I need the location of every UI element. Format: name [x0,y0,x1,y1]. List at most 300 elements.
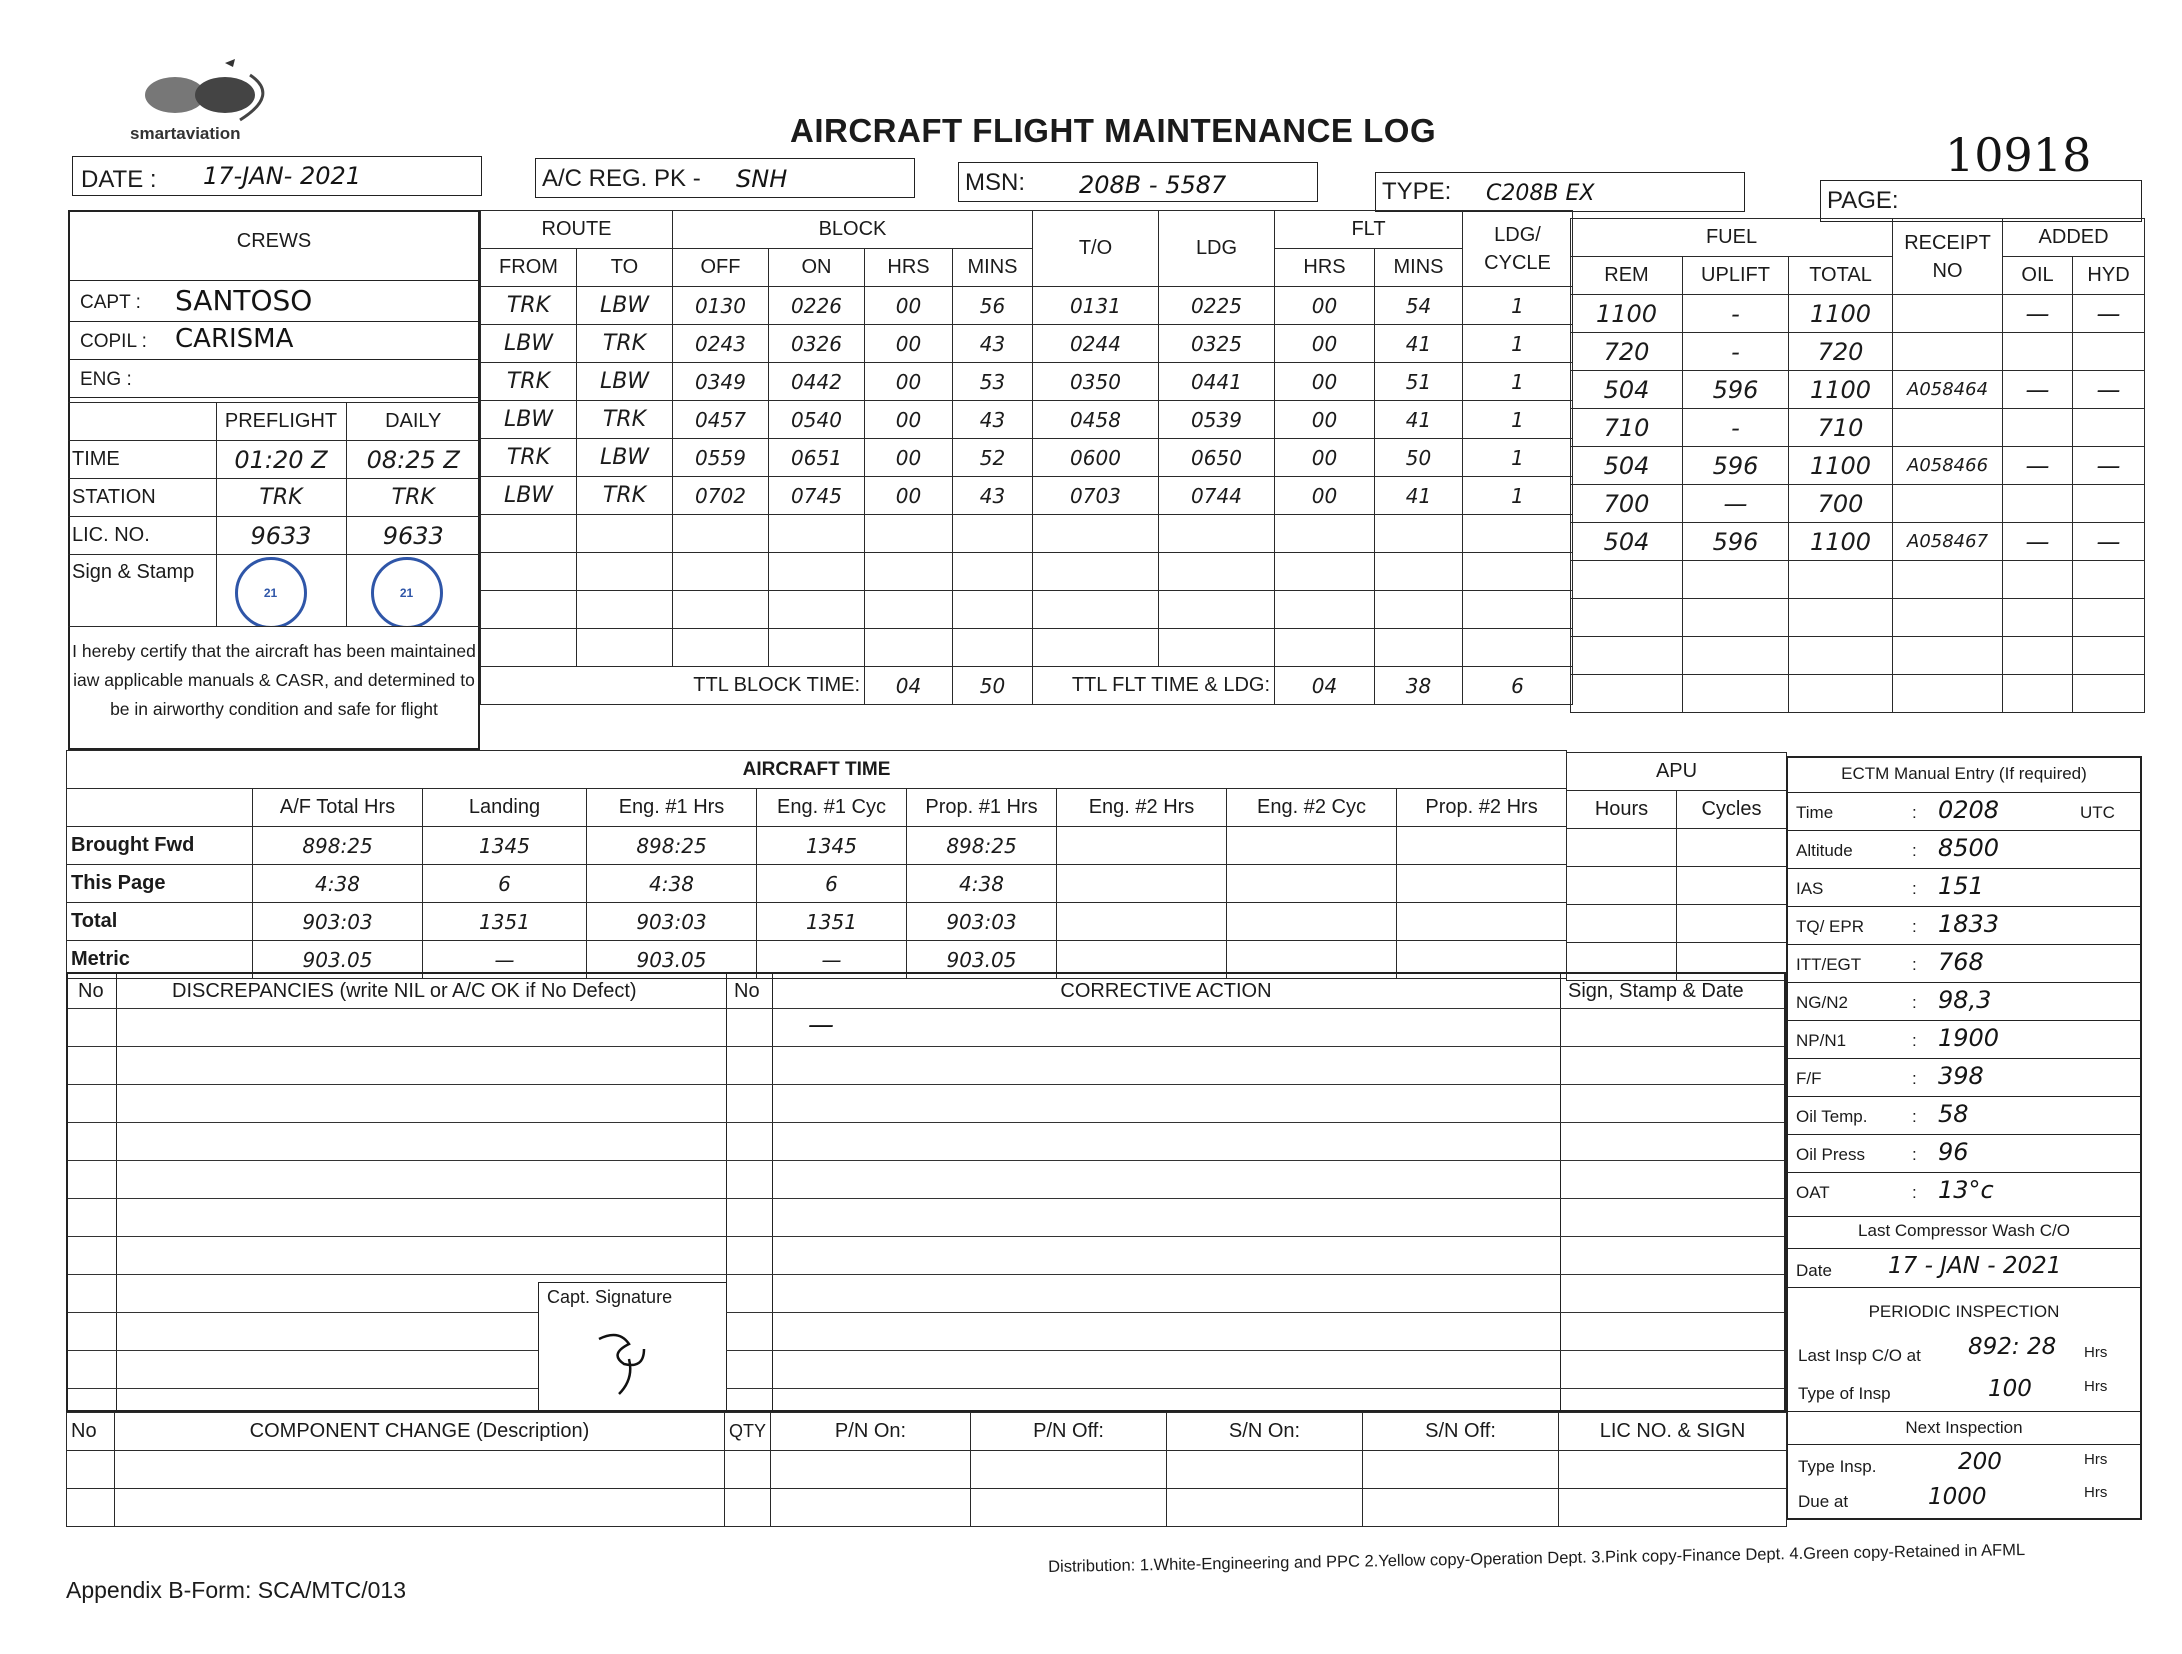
fuel-cell-total: 1100 [1789,371,1893,409]
ectm-label: ITT/EGT [1796,955,1862,974]
to-header: T/O [1033,211,1159,287]
copil-value: CARISMA [175,324,294,354]
page-field [1820,180,2142,222]
fuel-cell-rem: 700 [1571,485,1683,523]
flight-cell-ldg: 0325 [1159,325,1275,363]
flight-row [481,553,1573,591]
flight-cell-to-time: 0600 [1033,439,1159,477]
aircraft-time-value: 4:38 [253,865,423,903]
last-insp-row [1788,1332,2140,1372]
ectm-row [1788,982,2140,1020]
fuel-cell-receipt [1893,485,2003,523]
flight-cell-off: 0130 [673,287,769,325]
fuel-cell-uplift: 596 [1683,371,1789,409]
fuel-cell-hyd [2073,637,2145,675]
flight-cell-from: TRK [481,439,577,477]
ectm-colon: : [1912,917,1917,936]
ectm-label: F/F [1796,1069,1822,1088]
fuel-row [1571,409,2145,447]
fuel-cell-rem: 710 [1571,409,1683,447]
flight-cell-to [577,553,673,591]
corrective-entry: — [808,1010,834,1040]
flight-cell-off [673,553,769,591]
fuel-cell-oil [2003,333,2073,371]
apu-heading: APU [1567,753,1787,791]
fuel-cell-receipt [1893,561,2003,599]
page-title: AIRCRAFT FLIGHT MAINTENANCE LOG [790,112,1437,149]
last-insp-value: 892: 28 [1968,1334,2057,1360]
ttl-flt-hrs: 04 [1275,667,1375,705]
comp-no-header: No [67,1413,115,1451]
aircraft-time-col-header: Prop. #1 Hrs [907,789,1057,827]
fuel-cell-hyd [2073,599,2145,637]
flight-cell-mins: 52 [953,439,1033,477]
aircraft-time-value [1057,827,1227,865]
apu-cycles: Cycles [1677,791,1787,829]
flight-table [480,210,1573,705]
comp-desc-header: COMPONENT CHANGE (Description) [115,1413,725,1451]
fuel-cell-oil [2003,637,2073,675]
aircraft-time-value [1057,903,1227,941]
ectm-colon: : [1912,955,1917,974]
ttl-block-label: TTL BLOCK TIME: [481,667,865,705]
ectm-label: Oil Temp. [1796,1107,1868,1126]
flight-cell-mins [953,629,1033,667]
fuel-cell-oil [2003,409,2073,447]
component-table [66,1412,1787,1527]
total-header: TOTAL [1789,257,1893,295]
aircraft-time-row-label: Brought Fwd [67,827,253,865]
flight-cell-hrs: 00 [865,363,953,401]
flight-cell-from: TRK [481,287,577,325]
flight-cell-on [769,553,865,591]
preflight-lic: 9633 [216,517,346,555]
fuel-cell-receipt [1893,333,2003,371]
daily-station: TRK [346,479,480,517]
fuel-cell-total [1789,637,1893,675]
flight-cell-flt-mins: 51 [1375,363,1463,401]
fuel-cell-total: 700 [1789,485,1893,523]
flight-cell-ldg [1159,553,1275,591]
fuel-cell-total: 720 [1789,333,1893,371]
flight-cell-from: LBW [481,401,577,439]
pn-on-header: P/N On: [771,1413,971,1451]
type-value: C208B EX [1486,181,1595,206]
rem-header: REM [1571,257,1683,295]
flight-cell-from [481,629,577,667]
flight-cell-off: 0559 [673,439,769,477]
flight-cell-from [481,515,577,553]
flight-cell-mins: 56 [953,287,1033,325]
flight-cell-flt-mins [1375,553,1463,591]
fuel-cell-rem: 504 [1571,371,1683,409]
aircraft-time-value: 903:03 [907,903,1057,941]
serial-number: 10918 [1945,128,2092,182]
ectm-label: IAS [1796,879,1824,898]
flight-cell-hrs [865,591,953,629]
aircraft-time-value [1057,865,1227,903]
flight-cell-hrs: 00 [865,401,953,439]
aircraft-time-value: 903.05 [253,941,423,979]
flight-cell-flt-hrs: 00 [1275,325,1375,363]
flight-cell-from: LBW [481,477,577,515]
due-value: 1000 [1928,1484,1987,1510]
fuel-cell-rem [1571,637,1683,675]
fuel-cell-total: 710 [1789,409,1893,447]
flight-cell-hrs: 00 [865,287,953,325]
flight-cell-to-time [1033,591,1159,629]
flight-cell-off [673,515,769,553]
to-route-header: TO [577,249,673,287]
next-type-label: Type Insp. [1798,1457,1877,1476]
ldg-header: LDG [1159,211,1275,287]
flight-cell-to [577,629,673,667]
aircraft-time-value: 898:25 [253,827,423,865]
flight-cell-flt-mins [1375,591,1463,629]
aircraft-time-row [67,903,1567,941]
flight-cell-on [769,591,865,629]
off-header: OFF [673,249,769,287]
fuel-cell-hyd [2073,409,2145,447]
flight-cell-mins [953,553,1033,591]
aircraft-time-col-header: A/F Total Hrs [253,789,423,827]
flight-cell-from [481,591,577,629]
flight-cell-from [481,553,577,591]
ttl-ldg: 6 [1463,667,1573,705]
flight-cell-mins: 43 [953,401,1033,439]
ectm-panel [1786,756,2142,1520]
flight-cell-ldg [1159,629,1275,667]
aircraft-time-col-header: Eng. #2 Hrs [1057,789,1227,827]
ectm-colon: : [1912,1107,1917,1126]
station-label: STATION [68,479,216,517]
ectm-label: Time [1796,803,1834,822]
due-label: Due at [1798,1492,1849,1511]
fuel-cell-hyd: — [2073,523,2145,561]
fuel-cell-rem: 504 [1571,523,1683,561]
fuel-row [1571,675,2145,713]
flight-cell-hrs: 00 [865,325,953,363]
ectm-row [1788,906,2140,944]
flight-cell-flt-hrs [1275,553,1375,591]
reg-value: SNH [736,165,788,193]
flight-cell-to-time [1033,515,1159,553]
ectm-colon: : [1912,803,1917,822]
next-type-unit: Hrs [2084,1451,2108,1468]
ectm-value: 768 [1938,948,1984,976]
daily-lic: 9633 [346,517,480,555]
capt-row [70,282,478,322]
ectm-value: 398 [1938,1062,1984,1090]
fuel-cell-oil [2003,561,2073,599]
flight-cell-cycle [1463,553,1573,591]
fuel-cell-oil: — [2003,371,2073,409]
flight-cell-on: 0326 [769,325,865,363]
aircraft-time-col-header: Eng. #2 Cyc [1227,789,1397,827]
type-label: TYPE: [1382,178,1452,205]
from-header: FROM [481,249,577,287]
flight-cell-hrs [865,553,953,591]
flight-cell-to-time [1033,553,1159,591]
flight-cell-flt-hrs: 00 [1275,439,1375,477]
route-header: ROUTE [481,211,673,249]
fuel-cell-uplift: - [1683,409,1789,447]
flight-cell-to: TRK [577,325,673,363]
fuel-cell-receipt: A058464 [1893,371,2003,409]
fuel-cell-rem: 1100 [1571,295,1683,333]
ectm-colon: : [1912,1183,1917,1202]
ectm-row [1788,868,2140,906]
daily-time: 08:25 Z [346,441,480,479]
aircraft-time-value [1227,827,1397,865]
aircraft-time-value: 6 [423,865,587,903]
ectm-value: 96 [1938,1138,1969,1166]
preflight-station: TRK [216,479,346,517]
capt-label: CAPT : [80,292,141,313]
fuel-cell-oil [2003,599,2073,637]
fuel-cell-rem [1571,675,1683,713]
fuel-cell-hyd [2073,675,2145,713]
compressor-date: 17 - JAN - 2021 [1888,1253,2062,1279]
flight-cell-hrs: 00 [865,439,953,477]
flight-cell-off: 0457 [673,401,769,439]
flight-cell-flt-hrs [1275,515,1375,553]
ectm-value: 98,3 [1938,986,1992,1014]
flight-cell-on: 0442 [769,363,865,401]
last-insp-label: Last Insp C/O at [1798,1346,1921,1365]
ectm-label: Oil Press [1796,1145,1865,1164]
ectm-value: 0208 [1938,796,2000,824]
ectm-label: OAT [1796,1183,1830,1202]
mins-header: MINS [953,249,1033,287]
flight-cell-ldg: 0225 [1159,287,1275,325]
fuel-cell-receipt [1893,295,2003,333]
flight-row [481,363,1573,401]
ectm-row [1788,1134,2140,1172]
date-value: 17-JAN- 2021 [203,162,362,190]
ectm-value: 58 [1938,1100,1969,1128]
added-header: ADDED [2003,219,2145,257]
type-insp-unit: Hrs [2084,1378,2108,1395]
fuel-cell-total [1789,675,1893,713]
flight-cell-on: 0745 [769,477,865,515]
flight-cell-on [769,515,865,553]
flight-cell-cycle: 1 [1463,363,1573,401]
flight-cell-off: 0243 [673,325,769,363]
flight-cell-flt-hrs: 00 [1275,477,1375,515]
due-row [1788,1482,2140,1518]
fuel-cell-hyd: — [2073,447,2145,485]
flight-row [481,325,1573,363]
flight-cell-flt-hrs [1275,629,1375,667]
flt-hrs-header: HRS [1275,249,1375,287]
flight-cell-cycle: 1 [1463,287,1573,325]
eng-row [70,360,478,398]
fuel-cell-total [1789,561,1893,599]
periodic-heading: PERIODIC INSPECTION [1868,1302,2060,1321]
flight-cell-flt-mins: 41 [1375,477,1463,515]
fuel-header: FUEL [1571,219,1893,257]
flight-cell-off [673,591,769,629]
flight-cell-mins: 53 [953,363,1033,401]
pn-off-header: P/N Off: [971,1413,1167,1451]
flight-cell-flt-mins: 54 [1375,287,1463,325]
uplift-header: UPLIFT [1683,257,1789,295]
flight-cell-mins [953,591,1033,629]
fuel-cell-total: 1100 [1789,295,1893,333]
ectm-colon: : [1912,841,1917,860]
time-label: TIME [68,441,216,479]
preflight-label: PREFLIGHT [216,403,346,441]
logo [130,55,290,150]
flight-cell-to-time: 0244 [1033,325,1159,363]
fuel-cell-oil: — [2003,447,2073,485]
ldg-cycle-header: LDG/ CYCLE [1463,211,1573,287]
flight-cell-flt-mins [1375,629,1463,667]
aircraft-time-value: — [423,941,587,979]
fuel-cell-uplift [1683,675,1789,713]
flight-cell-ldg [1159,515,1275,553]
date-label: DATE : [81,166,157,193]
ectm-label: Altitude [1796,841,1853,860]
flight-cell-cycle: 1 [1463,477,1573,515]
flight-cell-flt-hrs: 00 [1275,363,1375,401]
flight-cell-mins: 43 [953,477,1033,515]
aircraft-time-col-header: Prop. #2 Hrs [1397,789,1567,827]
sn-on-header: S/N On: [1167,1413,1363,1451]
crew-check-table [68,402,480,627]
fuel-cell-rem: 504 [1571,447,1683,485]
ectm-colon: : [1912,1145,1917,1164]
fuel-table [1570,218,2145,713]
aircraft-time-col-header: Eng. #1 Cyc [757,789,907,827]
preflight-time: 01:20 Z [216,441,346,479]
aircraft-time-row [67,865,1567,903]
aircraft-time-value [1227,865,1397,903]
fuel-cell-receipt [1893,409,2003,447]
eng-label: ENG : [80,369,132,390]
fuel-row [1571,599,2145,637]
ectm-colon: : [1912,1069,1917,1088]
block-header: BLOCK [673,211,1033,249]
aircraft-time-row-label: Total [67,903,253,941]
flight-cell-flt-hrs: 00 [1275,401,1375,439]
ttl-block-hrs: 04 [865,667,953,705]
ttl-flt-mins: 38 [1375,667,1463,705]
ectm-row [1788,1020,2140,1058]
comp-qty-header: QTY [725,1413,771,1451]
aircraft-time-value [1397,865,1567,903]
ectm-label: NP/N1 [1796,1031,1847,1050]
flight-cell-hrs: 00 [865,477,953,515]
sign-stamp-heading: Sign, Stamp & Date [1568,980,1744,1002]
corr-no-header: No [734,980,760,1002]
hyd-header: HYD [2073,257,2145,295]
flt-header: FLT [1275,211,1463,249]
fuel-cell-receipt: A058467 [1893,523,2003,561]
ectm-heading: ECTM Manual Entry (If required) [1841,764,2087,783]
ectm-unit: UTC [2080,803,2115,822]
aircraft-time-value: 903.05 [587,941,757,979]
type-field [1375,172,1745,212]
flight-cell-off: 0349 [673,363,769,401]
type-insp-label: Type of Insp [1798,1384,1891,1403]
on-header: ON [769,249,865,287]
corrective-heading: CORRECTIVE ACTION [1060,980,1272,1002]
aircraft-time-value: 1351 [757,903,907,941]
ectm-row [1788,830,2140,868]
fuel-cell-uplift: - [1683,333,1789,371]
type-insp-row [1788,1372,2140,1412]
hrs-header: HRS [865,249,953,287]
flt-mins-header: MINS [1375,249,1463,287]
next-insp-heading: Next Inspection [1905,1418,2023,1437]
daily-label: DAILY [346,403,480,441]
fuel-cell-oil: — [2003,523,2073,561]
flight-row [481,287,1573,325]
aircraft-time-heading: AIRCRAFT TIME [67,751,1567,789]
aircraft-time-value: 898:25 [907,827,1057,865]
appendix-text: Appendix B-Form: SCA/MTC/013 [66,1577,407,1603]
sign-label: Sign & Stamp [68,555,216,627]
flight-cell-cycle [1463,629,1573,667]
flight-cell-to: TRK [577,401,673,439]
receipt-header: RECEIPT NO [1893,219,2003,295]
certify-text: I hereby certify that the aircraft has been maintained iaw applicable manuals & CASR, and determined to be in airworthy condition and safe for flight [72,641,476,719]
aircraft-time-value: 4:38 [587,865,757,903]
compressor-row [1788,1248,2140,1288]
flight-row [481,629,1573,667]
ectm-row [1788,1096,2140,1134]
flight-cell-to [577,591,673,629]
fuel-cell-uplift [1683,561,1789,599]
lic-label: LIC. NO. [68,517,216,555]
fuel-cell-total: 1100 [1789,523,1893,561]
last-insp-unit: Hrs [2084,1344,2108,1361]
fuel-cell-oil: — [2003,295,2073,333]
flight-cell-flt-mins: 41 [1375,401,1463,439]
page-label: PAGE: [1827,187,1899,214]
flight-cell-to: LBW [577,439,673,477]
aircraft-time-value: — [757,941,907,979]
discrepancies-block [66,972,1786,1412]
crews-block [68,210,480,750]
flight-row [481,477,1573,515]
fuel-row [1571,485,2145,523]
flight-cell-mins: 43 [953,325,1033,363]
flight-cell-flt-mins: 50 [1375,439,1463,477]
fuel-cell-receipt [1893,599,2003,637]
flight-cell-to-time: 0131 [1033,287,1159,325]
ttl-block-mins: 50 [953,667,1033,705]
flight-row [481,515,1573,553]
flight-cell-cycle: 1 [1463,439,1573,477]
flight-cell-ldg: 0539 [1159,401,1275,439]
flight-cell-ldg: 0441 [1159,363,1275,401]
flight-cell-on: 0226 [769,287,865,325]
copil-label: COPIL : [80,331,147,352]
flight-cell-to-time: 0458 [1033,401,1159,439]
flight-cell-on: 0651 [769,439,865,477]
fuel-cell-hyd: — [2073,371,2145,409]
compressor-heading: Last Compressor Wash C/O [1788,1216,2140,1241]
fuel-cell-hyd [2073,333,2145,371]
flight-cell-cycle: 1 [1463,401,1573,439]
distribution-text: Distribution: 1.White-Engineering and PPC 2.Yellow copy-Operation Dept. 3.Pink copy-Finance Dept. 4.Green copy-Retained in AFML [1048,1540,2026,1576]
ectm-value: 8500 [1938,834,2000,862]
next-type-row [1788,1444,2140,1482]
signature-icon [579,1319,679,1399]
